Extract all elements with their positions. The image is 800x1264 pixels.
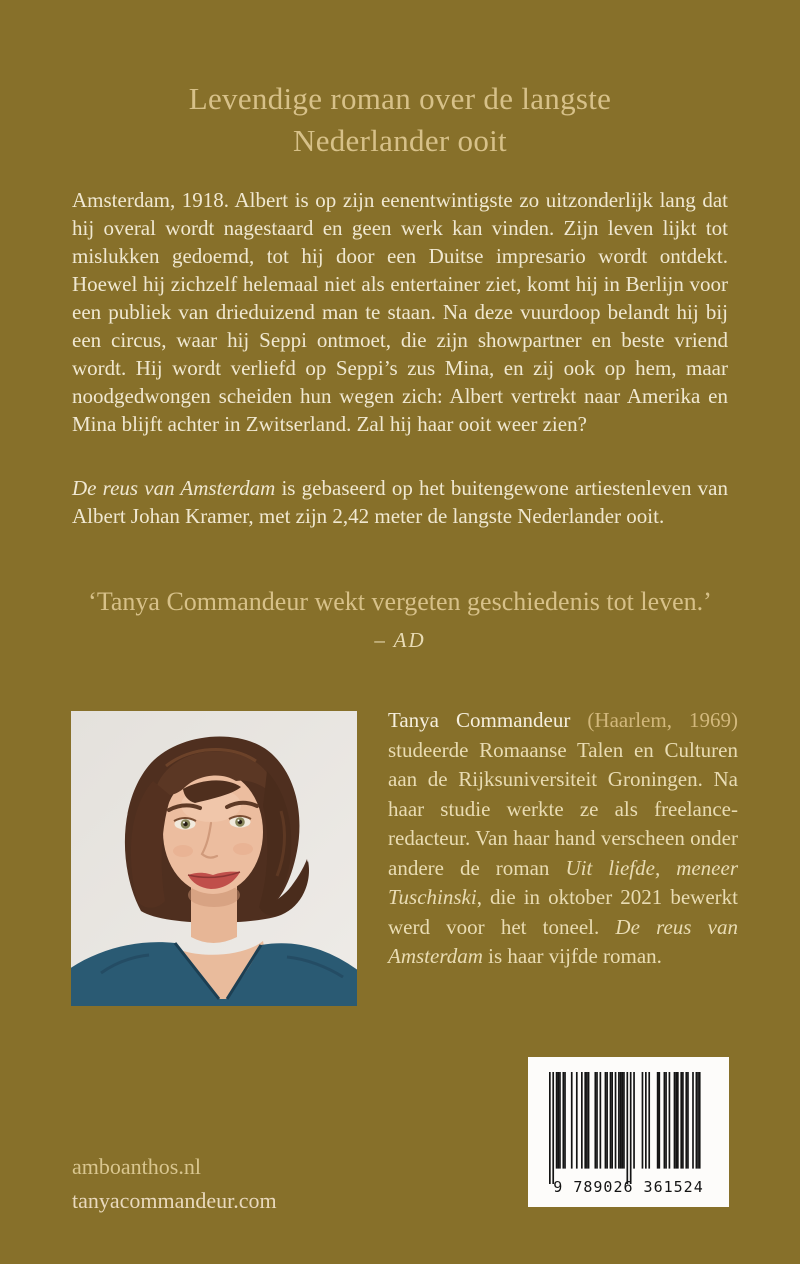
barcode-bar <box>564 1072 566 1169</box>
barcode-bar <box>584 1072 586 1169</box>
barcode-bar <box>699 1072 701 1169</box>
text-segment: Tanya Commandeur <box>388 708 571 732</box>
barcode-bar <box>621 1072 623 1169</box>
barcode-bar <box>556 1072 558 1169</box>
barcode-bar <box>657 1072 659 1169</box>
text-segment: De reus van Amsterdam <box>388 914 738 968</box>
barcode-bar <box>557 1072 559 1169</box>
barcode-bar <box>586 1072 588 1169</box>
barcode-bar <box>685 1072 687 1169</box>
barcode-bar <box>610 1072 612 1169</box>
barcode-bar <box>549 1072 551 1184</box>
barcode-bar <box>692 1072 694 1169</box>
publisher-url: amboanthos.nl <box>72 1154 201 1179</box>
barcode-bar <box>618 1072 620 1169</box>
barcode-bar <box>596 1072 598 1169</box>
tagline-line1: Levendige roman over de langste <box>188 81 612 116</box>
synopsis-paragraph: Amsterdam, 1918. Albert is op zijn eenentwintigste zo uitzonderlijk lang dat hij overal wordt nagestaard en geen werk kan vinden. Zijn leven lijkt tot mislukken gedoemd, tot hij door een Duitse impresario wordt ontdekt. Hoewel hij zichzelf helemaal niet als entertainer ziet, komt hij in Berlijn voor een publiek van drieduizend man te staan. Na deze vuurdoop belandt hij bij een circus, waar hij Seppi ontmoet, die zijn showpartner en beste vriend wordt. Hij wordt verliefd op Seppi’s zus Mina, en zij ook op hem, maar noodgedwongen scheiden hun wegen zich: Albert vertrekt naar Amerika en Mina blijft achter in Zwitserland. Zal hij haar ooit weer zien? <box>72 188 728 436</box>
barcode-bar <box>658 1072 660 1169</box>
isbn-barcode <box>528 1057 729 1207</box>
barcode-bar <box>571 1072 573 1169</box>
barcode-bar <box>594 1072 596 1169</box>
barcode-bar <box>630 1072 632 1184</box>
about-book-paragraph <box>72 474 728 530</box>
barcode-bar <box>581 1072 583 1169</box>
barcode-bar <box>687 1072 689 1169</box>
barcode-bar <box>623 1072 625 1169</box>
barcode-bar <box>576 1072 578 1169</box>
tagline <box>0 78 800 162</box>
text-segment: is haar vijfde roman. <box>482 944 662 968</box>
press-quote-block <box>0 586 800 653</box>
barcode-bar <box>562 1072 564 1169</box>
barcode-bar <box>665 1072 667 1169</box>
barcode-bar <box>626 1072 628 1184</box>
barcode-bar <box>588 1072 590 1169</box>
author-portrait-illustration <box>71 711 357 1006</box>
barcode-bar <box>600 1072 602 1169</box>
text-segment: Uit liefde, meneer Tuschinski <box>388 855 738 909</box>
barcode-bar <box>615 1072 617 1169</box>
barcode-bar <box>559 1072 561 1169</box>
press-quote: ‘Tanya Commandeur wekt vergeten geschiedenis tot leven.’ <box>88 587 712 616</box>
text-segment: De reus van Amsterdam <box>72 476 276 500</box>
barcode-bar <box>620 1072 622 1169</box>
barcode-bar <box>642 1072 644 1169</box>
barcode-bar <box>606 1072 608 1169</box>
barcode-bar <box>674 1072 676 1169</box>
author-photo <box>71 711 357 1006</box>
catchlight-left <box>183 822 185 824</box>
barcode-bar <box>611 1072 613 1169</box>
tagline-line2: Nederlander ooit <box>293 123 507 158</box>
barcode-bar <box>675 1072 677 1169</box>
barcode-bar <box>648 1072 650 1169</box>
quote-attribution: – AD <box>374 628 426 652</box>
author-url: tanyacommandeur.com <box>72 1188 277 1213</box>
text-segment: (Haarlem, 1969) <box>570 708 738 732</box>
text-segment: , die in oktober 2021 bewerkt werd voor het toneel. <box>388 885 738 939</box>
barcode-bar <box>680 1072 682 1169</box>
catchlight-right <box>238 820 240 822</box>
barcode-bar <box>669 1072 671 1169</box>
barcode-bar <box>697 1072 699 1169</box>
barcode-bars <box>549 1072 709 1184</box>
text-segment: is gebaseerd op het buitengewone artiestenleven van Albert Johan Kramer, met zijn 2,42 meter de langste Nederlander ooit. <box>72 476 728 528</box>
barcode-bar <box>682 1072 684 1169</box>
barcode-bar <box>633 1072 635 1169</box>
cheek-left <box>173 845 193 857</box>
barcode-bar <box>605 1072 607 1169</box>
cheek-right <box>233 843 253 855</box>
barcode-bar <box>552 1072 554 1184</box>
barcode-bar <box>664 1072 666 1169</box>
barcode-bar <box>677 1072 679 1169</box>
footer-links <box>72 1150 277 1218</box>
author-bio <box>388 706 738 972</box>
barcode-bar <box>645 1072 647 1169</box>
barcode-bar <box>696 1072 698 1169</box>
text-segment: studeerde Romaanse Talen en Culturen aan de Rijksuniversiteit Groningen. Na haar studie werkte ze als freelance-redacteur. Van haar hand verscheen onder andere de roman <box>388 737 738 880</box>
isbn-number: 9 789026 361524 <box>553 1178 704 1196</box>
